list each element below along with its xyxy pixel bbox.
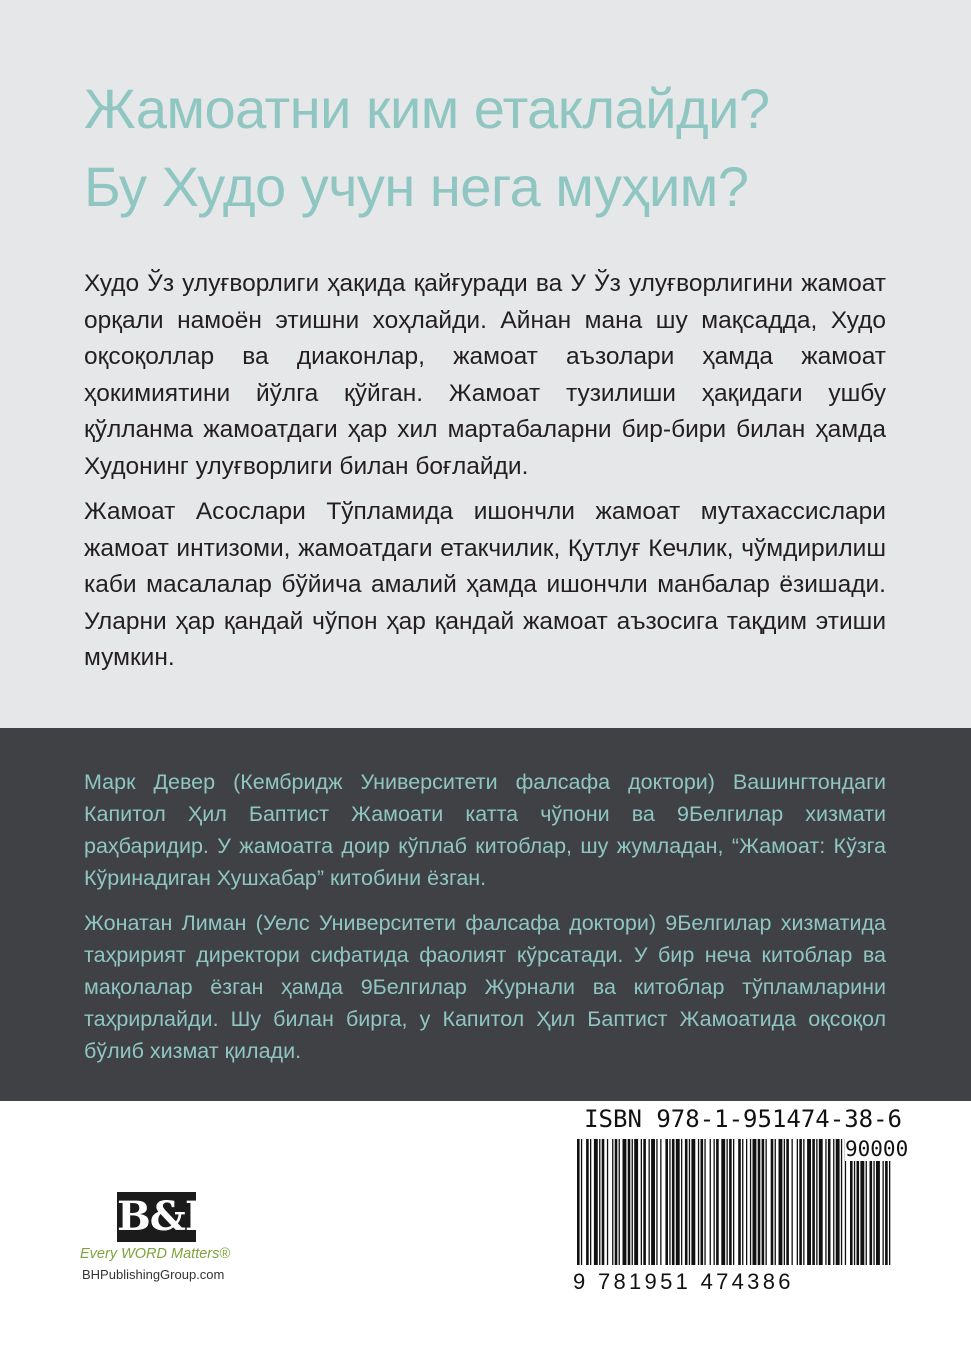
barcode-bar bbox=[676, 1139, 680, 1265]
barcode-bar bbox=[615, 1139, 618, 1265]
headline-line-2: Бу Худо учун нега муҳим? bbox=[84, 155, 749, 218]
isbn-text: ISBN 978-1-951474-38-6 bbox=[584, 1105, 902, 1133]
barcode-bar bbox=[786, 1139, 789, 1265]
barcode-bar bbox=[841, 1139, 842, 1265]
publisher-tagline: Every WORD Matters® bbox=[80, 1246, 231, 1262]
barcode-bar bbox=[649, 1139, 650, 1265]
barcode-bar bbox=[619, 1139, 620, 1265]
barcode-bar bbox=[577, 1139, 580, 1265]
barcode-bar bbox=[672, 1139, 675, 1265]
barcode-bar bbox=[819, 1139, 823, 1265]
barcode-bar bbox=[643, 1139, 646, 1265]
headline bbox=[84, 70, 944, 226]
barcode-bar bbox=[828, 1139, 831, 1265]
author-bio-band bbox=[0, 728, 971, 1101]
barcode-bar bbox=[753, 1139, 757, 1265]
barcode-bar bbox=[816, 1139, 817, 1265]
barcode-bar bbox=[797, 1139, 798, 1265]
barcode-bar bbox=[581, 1139, 582, 1265]
barcode-bar bbox=[599, 1139, 600, 1265]
barcode-bar bbox=[803, 1139, 804, 1265]
barcode-bar bbox=[689, 1139, 690, 1265]
barcode-bar bbox=[729, 1139, 732, 1265]
barcode-bar bbox=[758, 1139, 761, 1265]
barcode-bar bbox=[779, 1139, 783, 1265]
barcode-bar bbox=[632, 1139, 633, 1265]
barcode-bar bbox=[612, 1139, 613, 1265]
headline-line-1: Жамоатни ким етаклайди? bbox=[84, 77, 770, 140]
barcode-bar bbox=[691, 1139, 695, 1265]
barcode-bar bbox=[733, 1139, 734, 1265]
barcode-bar bbox=[836, 1139, 840, 1265]
barcode-bar bbox=[685, 1139, 688, 1265]
ean-digits: 9 781951 474386 bbox=[573, 1269, 794, 1294]
bh-logo-mark: B&H bbox=[117, 1193, 222, 1240]
barcode-bar bbox=[716, 1139, 719, 1265]
barcode-bar bbox=[704, 1139, 705, 1265]
author-bio-1: Марк Девер (Кембридж Университети фалсафа доктори) Вашингтондаги Капитол Ҳил Баптист Жамоати катта чўпони ва 9Белгилар хизмати раҳбаридир. У жамоатга доир кўплаб китоблар, шу жумладан, “Жамоат: Кўзга Кўринадиган Хушхабар” китобини ёзган. bbox=[84, 770, 886, 890]
barcode-bar bbox=[710, 1139, 711, 1265]
barcode-bar bbox=[807, 1139, 811, 1265]
barcode-bar bbox=[623, 1139, 627, 1265]
barcode-bar bbox=[833, 1139, 834, 1265]
barcode-bar bbox=[775, 1139, 776, 1265]
barcode-bar bbox=[701, 1139, 704, 1265]
barcode-bar bbox=[738, 1139, 741, 1265]
barcode-bar bbox=[656, 1139, 657, 1265]
author-bio-2: Жонатан Лиман (Уелс Университети фалсафа доктори) 9Белгилар хизматида таҳририят директори сифатида фаолият кўрсатади. У бир неча китоблар ва мақолалар ёзган ҳамда 9Белгилар Журнали ва китоблар тўпламларини таҳрирлайди. Шу билан бирга, у Капитол Ҳил Баптист Жамоатида оқсоқол бўлиб хизмат қилади. bbox=[84, 911, 886, 1063]
barcode-bar bbox=[698, 1139, 699, 1265]
barcode-bar bbox=[812, 1139, 815, 1265]
description-paragraph-2: Жамоат Асослари Тўпламида ишончли жамоат мутахассислари жамоат интизоми, жамоатдаги етакчилик, Қутлуғ Кечлик, чўмдирилиш каби масалалар бўйича амалий ҳамда ишончли манбалар ёзишади. Уларни ҳар қандай чўпон ҳар қандай жамоат аъзосига тақдим этиши мумкин. bbox=[84, 498, 886, 671]
barcode-bar bbox=[825, 1139, 826, 1265]
barcode-bar bbox=[792, 1139, 793, 1265]
barcode-bar bbox=[721, 1139, 725, 1265]
barcode-bar bbox=[665, 1139, 668, 1265]
barcode-bar bbox=[750, 1139, 751, 1265]
barcode-bar bbox=[634, 1139, 638, 1265]
barcode-bar bbox=[784, 1139, 785, 1265]
barcode-bar bbox=[590, 1139, 591, 1265]
barcode-bar bbox=[607, 1139, 608, 1265]
barcode-bar bbox=[714, 1139, 715, 1265]
barcode-bar bbox=[762, 1139, 765, 1265]
barcode-bar bbox=[660, 1139, 661, 1265]
barcode-bar bbox=[669, 1139, 670, 1265]
barcode-bar bbox=[771, 1139, 774, 1265]
barcode-bar bbox=[766, 1139, 767, 1265]
publisher-logo bbox=[80, 1188, 250, 1294]
description-paragraph-1: Худо Ўз улуғворлиги ҳақида қайғуради ва У Ўз улуғворлигини жамоат орқали намоён этишни хоҳлайди. Айнан мана шу мақсадда, Худо оқсоқоллар ва диаконлар, жамоат аъзолари ҳамда жамоат ҳокимиятини йўлга қўйган. Жамоат тузилиши ҳақидаги ушбу қўлланма жамоатдаги ҳар хил мартабаларни бир-бири билан ҳамда Худонинг улуғворлиги билан боғлайди. bbox=[84, 270, 886, 480]
price-code: 90000 bbox=[845, 1137, 909, 1161]
barcode-bar bbox=[746, 1139, 747, 1265]
barcode-bar bbox=[586, 1139, 589, 1265]
barcode-bar bbox=[727, 1139, 728, 1265]
barcode-bar bbox=[628, 1139, 631, 1265]
barcode-bar bbox=[651, 1139, 655, 1265]
barcode-bar bbox=[799, 1139, 802, 1265]
isbn-barcode bbox=[563, 1101, 907, 1301]
barcode-bar bbox=[602, 1139, 605, 1265]
barcode-bar bbox=[681, 1139, 682, 1265]
barcode-bar bbox=[641, 1139, 642, 1265]
barcode-bar bbox=[594, 1139, 598, 1265]
barcode-bar bbox=[742, 1139, 743, 1265]
publisher-website: BHPublishingGroup.com bbox=[82, 1267, 225, 1282]
